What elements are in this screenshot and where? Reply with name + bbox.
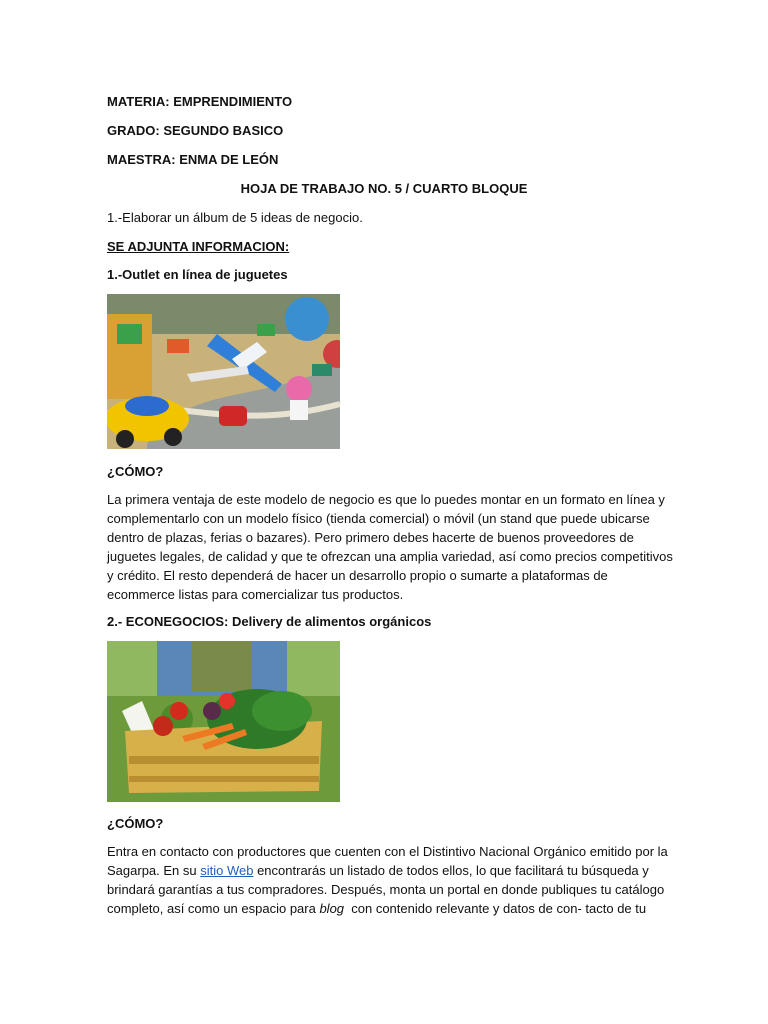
teacher-line: MAESTRA: ENMA DE LEÓN	[107, 152, 279, 167]
paragraph-line: brindará garantías a tus compradores. Después, monta un portal en donde publiques tu catálogo	[107, 882, 665, 897]
section2-how-heading: ¿CÓMO?	[107, 816, 164, 831]
text-fragment: Sagarpa. En su	[107, 863, 201, 878]
vegetables-image	[107, 641, 340, 802]
subject-line: MATERIA: EMPRENDIMIENTO	[107, 94, 293, 109]
paragraph-line	[107, 861, 667, 880]
website-link[interactable]: sitio Web	[200, 863, 254, 878]
grade-line: GRADO: SEGUNDO BASICO	[107, 123, 284, 138]
blog-word: blog	[319, 901, 345, 916]
worksheet-title: HOJA DE TRABAJO NO. 5 / CUARTO BLOQUE	[240, 181, 528, 196]
text-fragment: encontrarás un listado de todos ellos, lo que facilitará tu búsqueda y	[253, 863, 649, 878]
paragraph-line: Entra en contacto con productores que cuenten con el Distintivo Nacional Orgánico emitido por la	[107, 844, 668, 859]
paragraph-line	[107, 899, 667, 918]
toys-image	[107, 294, 340, 449]
attached-heading: SE ADJUNTA INFORMACION:	[107, 239, 290, 254]
instruction-line: 1.-Elaborar un álbum de 5 ideas de negocio.	[107, 210, 363, 225]
paragraph-line: y crédito. El resto dependerá de hacer un desarrollo propio o sumarte a plataformas de	[107, 568, 608, 583]
section1-paragraph	[107, 490, 673, 604]
section1-heading: 1.-Outlet en línea de juguetes	[107, 267, 288, 282]
section2-paragraph	[107, 842, 667, 918]
paragraph-line: ecommerce listas para comercializar tus productos.	[107, 587, 404, 602]
paragraph-line: complementarlo con un modelo físico (tienda comercial) o móvil (un stand que puede ubicarse	[107, 511, 650, 526]
paragraph-line: dentro de plazas, ferias o bazares). Pero primero debes hacerte de buenos proveedores de	[107, 530, 634, 545]
text-fragment: con contenido relevante y datos de con- tacto de tu	[344, 901, 647, 916]
section1-how-heading: ¿CÓMO?	[107, 464, 164, 479]
text-fragment: completo, así como un espacio para	[107, 901, 320, 916]
paragraph-line: La primera ventaja de este modelo de negocio es que lo puedes montar en un formato en línea y	[107, 492, 665, 507]
section2-heading: 2.- ECONEGOCIOS: Delivery de alimentos orgánicos	[107, 614, 432, 629]
paragraph-line: juguetes legales, de calidad y que te ofrezcan una amplia variedad, así como precios competitivos	[107, 549, 673, 564]
